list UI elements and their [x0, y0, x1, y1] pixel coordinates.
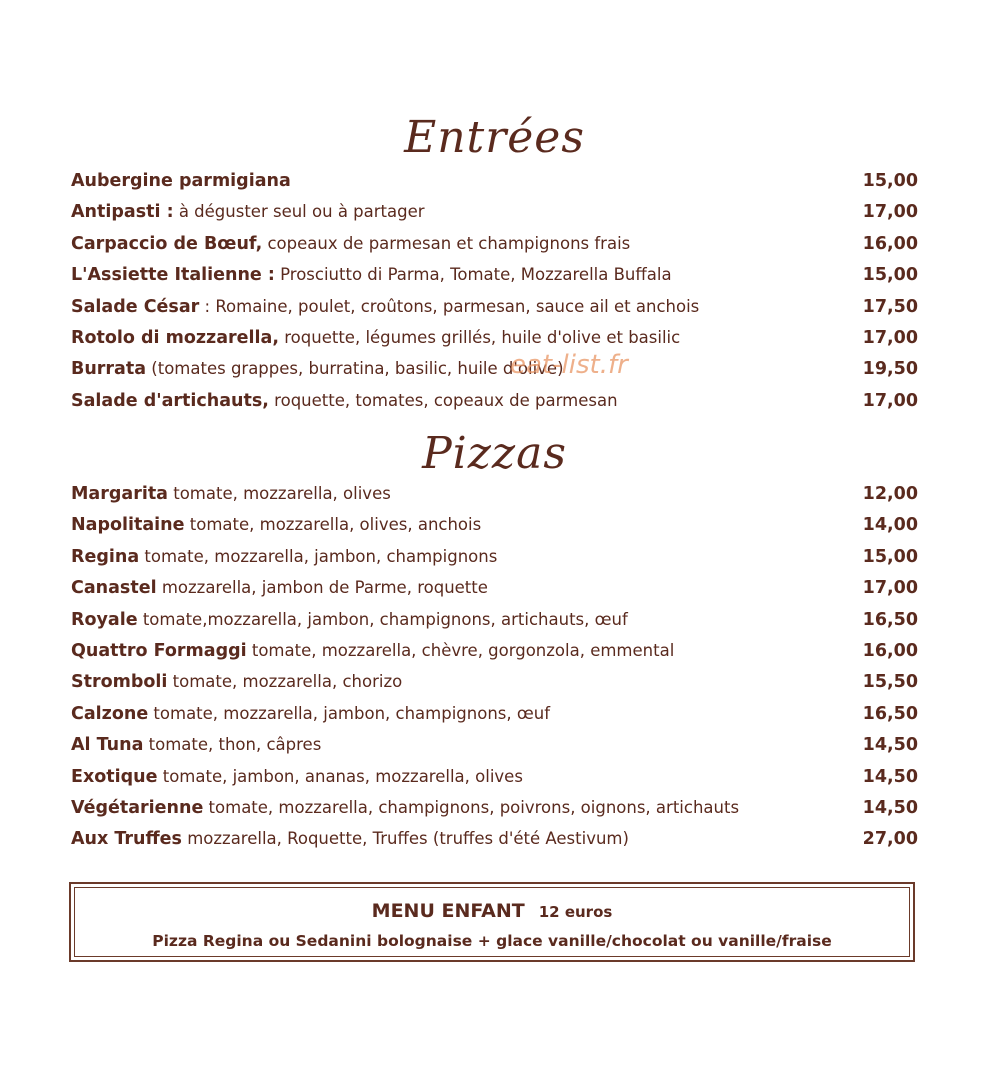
item-description: mozzarella, jambon de Parme, roquette [156, 578, 488, 598]
item-name: Burrata [71, 359, 147, 380]
item-price: 17,00 [862, 202, 918, 223]
item-description: à déguster seul ou à partager [173, 202, 425, 222]
kids-menu-title: MENU ENFANT [371, 900, 525, 922]
menu-item [71, 823, 918, 854]
pizzas-list [71, 478, 918, 855]
item-description: tomate, mozzarella, champignons, poivrons, oignons, artichauts [203, 797, 740, 817]
item-price: 16,00 [862, 640, 918, 661]
kids-menu-description: Pizza Regina ou Sedanini bolognaise + glace vanille/chocolat ou vanille/fraise [152, 932, 832, 950]
item-description: roquette, tomates, copeaux de parmesan [268, 390, 618, 410]
item-name: Salade d'artichauts, [71, 390, 269, 411]
item-name: Salade César [71, 296, 200, 317]
item-description: (tomates grappes, burratina, basilic, huile d'olive) [146, 359, 564, 379]
item-description: tomate, mozzarella, chorizo [167, 672, 403, 692]
item-description: roquette, légumes grillés, huile d'olive et basilic [279, 327, 681, 347]
item-name: Végétarienne [71, 797, 204, 818]
item-name: Aubergine parmigiana [71, 171, 291, 191]
item-description: tomate, mozzarella, jambon, champignons [139, 546, 498, 566]
item-price: 14,50 [862, 735, 918, 756]
menu-item [71, 635, 918, 666]
item-name: Margarita [71, 484, 168, 504]
item-price: 14,00 [862, 515, 918, 536]
item-price: 27,00 [862, 829, 918, 850]
menu-item [71, 761, 918, 792]
item-name: L'Assiette Italienne : [71, 265, 275, 286]
menu-item [71, 353, 918, 384]
item-description: copeaux de parmesan et champignons frais [262, 233, 631, 253]
menu-item [71, 541, 918, 572]
entrees-section-title: Entrées [404, 112, 585, 163]
menu-item [71, 509, 918, 540]
pizzas-section-title: Pizzas [422, 428, 567, 479]
item-price: 12,00 [862, 484, 918, 504]
menu-item [71, 165, 918, 196]
item-name: Canastel [71, 578, 157, 599]
item-name: Antipasti : [71, 202, 174, 223]
kids-menu-box [69, 882, 915, 962]
menu-item [71, 729, 918, 760]
kids-menu-header [71, 900, 913, 922]
item-description: tomate, mozzarella, olives, anchois [184, 515, 482, 535]
item-name: Quattro Formaggi [71, 640, 247, 661]
item-name: Calzone [71, 703, 149, 724]
item-description: tomate, mozzarella, chèvre, gorgonzola, emmental [246, 640, 675, 660]
item-description: tomate,mozzarella, jambon, champignons, artichauts, œuf [137, 609, 628, 629]
menu-item [71, 291, 918, 322]
menu-item [71, 228, 918, 259]
item-name: Stromboli [71, 672, 168, 693]
item-description: Prosciutto di Parma, Tomate, Mozzarella Buffala [274, 265, 672, 285]
item-price: 15,00 [862, 265, 918, 286]
item-name: Carpaccio de Bœuf, [71, 233, 263, 254]
item-name: Aux Truffes [71, 829, 182, 850]
kids-menu-price: 12 euros [538, 903, 613, 921]
item-price: 16,00 [862, 233, 918, 254]
item-price: 15,00 [862, 546, 918, 567]
item-price: 16,50 [862, 703, 918, 724]
item-description: tomate, thon, câpres [143, 735, 322, 755]
menu-item [71, 604, 918, 635]
item-price: 17,00 [862, 327, 918, 348]
item-name: Rotolo di mozzarella, [71, 327, 280, 348]
entrees-list [71, 165, 918, 416]
item-price: 15,50 [862, 672, 918, 693]
item-name: Royale [71, 609, 138, 630]
menu-item [71, 385, 918, 416]
menu-item [71, 698, 918, 729]
watermark-text: eat-list.fr [510, 350, 628, 380]
item-price: 15,00 [862, 171, 918, 191]
item-name: Exotique [71, 766, 158, 787]
menu-item [71, 572, 918, 603]
menu-item [71, 196, 918, 227]
menu-item [71, 666, 918, 697]
item-name: Al Tuna [71, 735, 144, 756]
item-description: mozzarella, Roquette, Truffes (truffes d'été Aestivum) [181, 829, 629, 849]
item-description: : Romaine, poulet, croûtons, parmesan, sauce ail et anchois [199, 296, 700, 316]
item-description: tomate, mozzarella, jambon, champignons, œuf [148, 703, 551, 723]
item-name: Napolitaine [71, 515, 185, 536]
item-price: 16,50 [862, 609, 918, 630]
item-price: 17,00 [862, 578, 918, 599]
menu-item [71, 478, 918, 509]
menu-item [71, 322, 918, 353]
item-name: Regina [71, 546, 140, 567]
item-price: 17,50 [862, 296, 918, 317]
item-price: 14,50 [862, 797, 918, 818]
item-price: 14,50 [862, 766, 918, 787]
item-description: tomate, jambon, ananas, mozzarella, olives [157, 766, 523, 786]
menu-item [71, 792, 918, 823]
menu-item [71, 259, 918, 290]
item-description: tomate, mozzarella, olives [168, 484, 391, 503]
item-price: 19,50 [862, 359, 918, 380]
item-price: 17,00 [862, 390, 918, 411]
